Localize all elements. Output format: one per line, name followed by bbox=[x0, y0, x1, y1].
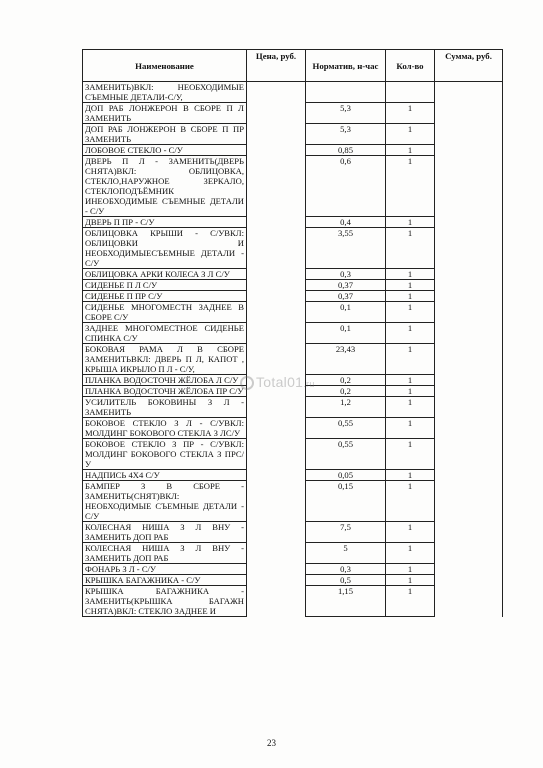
cell-norm: 0,3 bbox=[306, 269, 386, 280]
cell-price bbox=[247, 156, 306, 217]
cell-name: КРЫШКА БАГАЖНИКА - С/У bbox=[83, 575, 247, 586]
cell-norm: 0,2 bbox=[306, 386, 386, 397]
cell-sum bbox=[435, 156, 503, 217]
cell-name: ОБЛИЦОВКА АРКИ КОЛЕСА З Л С/У bbox=[83, 269, 247, 280]
table-row bbox=[83, 418, 503, 439]
cell-sum bbox=[435, 575, 503, 586]
table-row bbox=[83, 481, 503, 522]
cell-qty: 1 bbox=[386, 103, 435, 124]
cell-norm: 5 bbox=[306, 543, 386, 564]
cell-norm: 0,37 bbox=[306, 280, 386, 291]
cell-norm: 0,6 bbox=[306, 156, 386, 217]
cell-qty: 1 bbox=[386, 418, 435, 439]
table-body bbox=[83, 82, 503, 617]
cell-qty: 1 bbox=[386, 280, 435, 291]
cell-price bbox=[247, 103, 306, 124]
cell-price bbox=[247, 291, 306, 302]
cell-name: ПЛАНКА ВОДОСТОЧН ЖЁЛОБА ПР С/У bbox=[83, 386, 247, 397]
cell-name: БОКОВОЕ СТЕКЛО З ПР - С/УВКЛ: МОЛДИНГ БОКОВОГО СТЕКЛА З ПРС/У bbox=[83, 439, 247, 470]
table-row bbox=[83, 82, 503, 103]
page-number: 23 bbox=[267, 738, 276, 748]
cell-price bbox=[247, 280, 306, 291]
cell-name: СИДЕНЬЕ П Л С/У bbox=[83, 280, 247, 291]
work-items-table bbox=[82, 49, 503, 617]
cell-sum bbox=[435, 228, 503, 269]
table-row bbox=[83, 522, 503, 543]
cell-price bbox=[247, 397, 306, 418]
cell-qty: 1 bbox=[386, 543, 435, 564]
cell-norm bbox=[306, 82, 386, 103]
cell-name: КРЫШКА БАГАЖНИКА - ЗАМЕНИТЬ(КРЫШКА БАГАЖН СНЯТА)ВКЛ: СТЕКЛО ЗАДНЕЕ И bbox=[83, 586, 247, 617]
table-row bbox=[83, 217, 503, 228]
cell-sum bbox=[435, 302, 503, 323]
cell-qty: 1 bbox=[386, 375, 435, 386]
table-row bbox=[83, 228, 503, 269]
cell-qty: 1 bbox=[386, 228, 435, 269]
cell-price bbox=[247, 145, 306, 156]
cell-qty: 1 bbox=[386, 323, 435, 344]
table-row bbox=[83, 323, 503, 344]
cell-norm: 23,43 bbox=[306, 344, 386, 375]
cell-price bbox=[247, 564, 306, 575]
cell-norm: 3,55 bbox=[306, 228, 386, 269]
cell-norm: 1,2 bbox=[306, 397, 386, 418]
cell-sum bbox=[435, 82, 503, 103]
cell-norm: 0,55 bbox=[306, 418, 386, 439]
cell-qty: 1 bbox=[386, 564, 435, 575]
table-row bbox=[83, 543, 503, 564]
table-row bbox=[83, 586, 503, 617]
table-row bbox=[83, 302, 503, 323]
cell-norm: 0,2 bbox=[306, 375, 386, 386]
cell-norm: 5,3 bbox=[306, 103, 386, 124]
cell-price bbox=[247, 481, 306, 522]
cell-price bbox=[247, 82, 306, 103]
cell-name: ЛОБОВОЕ СТЕКЛО - С/У bbox=[83, 145, 247, 156]
cell-sum bbox=[435, 522, 503, 543]
cell-sum bbox=[435, 564, 503, 575]
table-row bbox=[83, 564, 503, 575]
table-row bbox=[83, 575, 503, 586]
cell-qty: 1 bbox=[386, 124, 435, 145]
watermark-text: Total01 bbox=[256, 374, 304, 390]
cell-norm: 0,1 bbox=[306, 302, 386, 323]
cell-qty: 1 bbox=[386, 291, 435, 302]
cell-price bbox=[247, 470, 306, 481]
table-row bbox=[83, 344, 503, 375]
cell-price bbox=[247, 586, 306, 617]
cell-norm: 0,15 bbox=[306, 481, 386, 522]
cell-name: БОКОВОЕ СТЕКЛО З Л - С/УВКЛ: МОЛДИНГ БОКОВОГО СТЕКЛА З ЛС/У bbox=[83, 418, 247, 439]
cell-name: НАДПИСЬ 4Х4 С/У bbox=[83, 470, 247, 481]
cell-price bbox=[247, 543, 306, 564]
cell-norm: 0,85 bbox=[306, 145, 386, 156]
cell-price bbox=[247, 124, 306, 145]
cell-name: ДВЕРЬ П Л - ЗАМЕНИТЬ(ДВЕРЬ СНЯТА)ВКЛ: ОБЛИЦОВКА, СТЕКЛО,НАРУЖНОЕ ЗЕРКАЛО, СТЕКЛОПОДЪЁМНИК ИНЕОБХОДИМЫЕ СЪЕМНЫЕ ДЕТАЛИ - С/У bbox=[83, 156, 247, 217]
cell-qty: 1 bbox=[386, 439, 435, 470]
cell-name: ДОП РАБ ЛОНЖЕРОН В СБОРЕ П ПР ЗАМЕНИТЬ bbox=[83, 124, 247, 145]
cell-sum bbox=[435, 386, 503, 397]
cell-name: ЗАДНЕЕ МНОГОМЕСТНОЕ СИДЕНЬЕ СПИНКА С/У bbox=[83, 323, 247, 344]
cell-norm: 0,5 bbox=[306, 575, 386, 586]
cell-norm: 0,05 bbox=[306, 470, 386, 481]
cell-norm: 0,1 bbox=[306, 323, 386, 344]
cell-name: ОБЛИЦОВКА КРЫШИ - С/УВКЛ: ОБЛИЦОВКИ И НЕОБХОДИМЫЕСЪЕМНЫЕ ДЕТАЛИ - С/У bbox=[83, 228, 247, 269]
table-row bbox=[83, 156, 503, 217]
cell-price bbox=[247, 439, 306, 470]
cell-qty: 1 bbox=[386, 470, 435, 481]
cell-name: ЗАМЕНИТЬ)ВКЛ: НЕОБХОДИМЫЕ СЪЕМНЫЕ ДЕТАЛИ-С/У, bbox=[83, 82, 247, 103]
cell-sum bbox=[435, 269, 503, 280]
cell-price bbox=[247, 575, 306, 586]
header-norm: Норматив, н-час bbox=[306, 50, 386, 82]
cell-norm: 5,3 bbox=[306, 124, 386, 145]
table-row bbox=[83, 470, 503, 481]
header-sum: Сумма, руб. bbox=[435, 50, 503, 82]
cell-norm: 0,4 bbox=[306, 217, 386, 228]
cell-norm: 0,3 bbox=[306, 564, 386, 575]
cell-name: ФОНАРЬ З Л - С/У bbox=[83, 564, 247, 575]
cell-name: БОКОВАЯ РАМА Л В СБОРЕ ЗАМЕНИТЬВКЛ: ДВЕРЬ П Л, КАПОТ , КРЫША ИКРЫЛО П Л - С/У, bbox=[83, 344, 247, 375]
watermark bbox=[240, 374, 315, 390]
cell-price bbox=[247, 228, 306, 269]
cell-sum bbox=[435, 103, 503, 124]
cell-qty: 1 bbox=[386, 156, 435, 217]
cell-price bbox=[247, 217, 306, 228]
cell-qty: 1 bbox=[386, 586, 435, 617]
cell-name: КОЛЕСНАЯ НИША З Л ВНУ - ЗАМЕНИТЬ ДОП РАБ bbox=[83, 522, 247, 543]
watermark-logo-icon bbox=[240, 376, 254, 390]
cell-name: ДВЕРЬ П ПР - С/У bbox=[83, 217, 247, 228]
cell-sum bbox=[435, 124, 503, 145]
cell-norm: 0,37 bbox=[306, 291, 386, 302]
cell-price bbox=[247, 344, 306, 375]
cell-sum bbox=[435, 375, 503, 386]
cell-sum bbox=[435, 481, 503, 522]
cell-norm: 0,55 bbox=[306, 439, 386, 470]
cell-price bbox=[247, 522, 306, 543]
cell-qty: 1 bbox=[386, 302, 435, 323]
header-qty: Кол-во bbox=[386, 50, 435, 82]
cell-price bbox=[247, 418, 306, 439]
cell-qty: 1 bbox=[386, 145, 435, 156]
cell-qty: 1 bbox=[386, 386, 435, 397]
cell-qty: 1 bbox=[386, 269, 435, 280]
table-row bbox=[83, 269, 503, 280]
cell-name: БАМПЕР З В СБОРЕ - ЗАМЕНИТЬ(СНЯТ)ВКЛ: НЕОБХОДИМЫЕ СЪЕМНЫЕ ДЕТАЛИ - С/У bbox=[83, 481, 247, 522]
cell-norm: 1,15 bbox=[306, 586, 386, 617]
cell-price bbox=[247, 269, 306, 280]
cell-qty: 1 bbox=[386, 217, 435, 228]
table-header-row bbox=[83, 50, 503, 82]
cell-norm: 7,5 bbox=[306, 522, 386, 543]
cell-sum bbox=[435, 439, 503, 470]
cell-qty: 1 bbox=[386, 481, 435, 522]
cell-price bbox=[247, 323, 306, 344]
cell-name: СИДЕНЬЕ П ПР С/У bbox=[83, 291, 247, 302]
cell-qty: 1 bbox=[386, 344, 435, 375]
header-price: Цена, руб. bbox=[247, 50, 306, 82]
cell-sum bbox=[435, 217, 503, 228]
cell-sum bbox=[435, 291, 503, 302]
cell-name: СИДЕНЬЕ МНОГОМЕСТН ЗАДНЕЕ В СБОРЕ С/У bbox=[83, 302, 247, 323]
cell-qty: 1 bbox=[386, 397, 435, 418]
cell-sum bbox=[435, 344, 503, 375]
table-row bbox=[83, 439, 503, 470]
cell-sum bbox=[435, 418, 503, 439]
cell-sum bbox=[435, 280, 503, 291]
cell-qty bbox=[386, 82, 435, 103]
cell-name: КОЛЕСНАЯ НИША З Л ВНУ - ЗАМЕНИТЬ ДОП РАБ bbox=[83, 543, 247, 564]
cell-sum bbox=[435, 586, 503, 617]
cell-name: УСИЛИТЕЛЬ БОКОВИНЫ З Л - ЗАМЕНИТЬ bbox=[83, 397, 247, 418]
cell-price bbox=[247, 302, 306, 323]
table-row bbox=[83, 291, 503, 302]
cell-name: ДОП РАБ ЛОНЖЕРОН В СБОРЕ П Л ЗАМЕНИТЬ bbox=[83, 103, 247, 124]
cell-qty: 1 bbox=[386, 522, 435, 543]
cell-qty: 1 bbox=[386, 575, 435, 586]
cell-sum bbox=[435, 397, 503, 418]
cell-sum bbox=[435, 323, 503, 344]
cell-sum bbox=[435, 543, 503, 564]
cell-sum bbox=[435, 470, 503, 481]
table-row bbox=[83, 103, 503, 124]
cell-name: ПЛАНКА ВОДОСТОЧН ЖЁЛОБА Л С/У bbox=[83, 375, 247, 386]
table-row bbox=[83, 280, 503, 291]
header-name: Наименование bbox=[83, 50, 247, 82]
table-row bbox=[83, 145, 503, 156]
table-row bbox=[83, 397, 503, 418]
table-row bbox=[83, 124, 503, 145]
cell-sum bbox=[435, 145, 503, 156]
watermark-tld: .ru bbox=[303, 379, 315, 389]
